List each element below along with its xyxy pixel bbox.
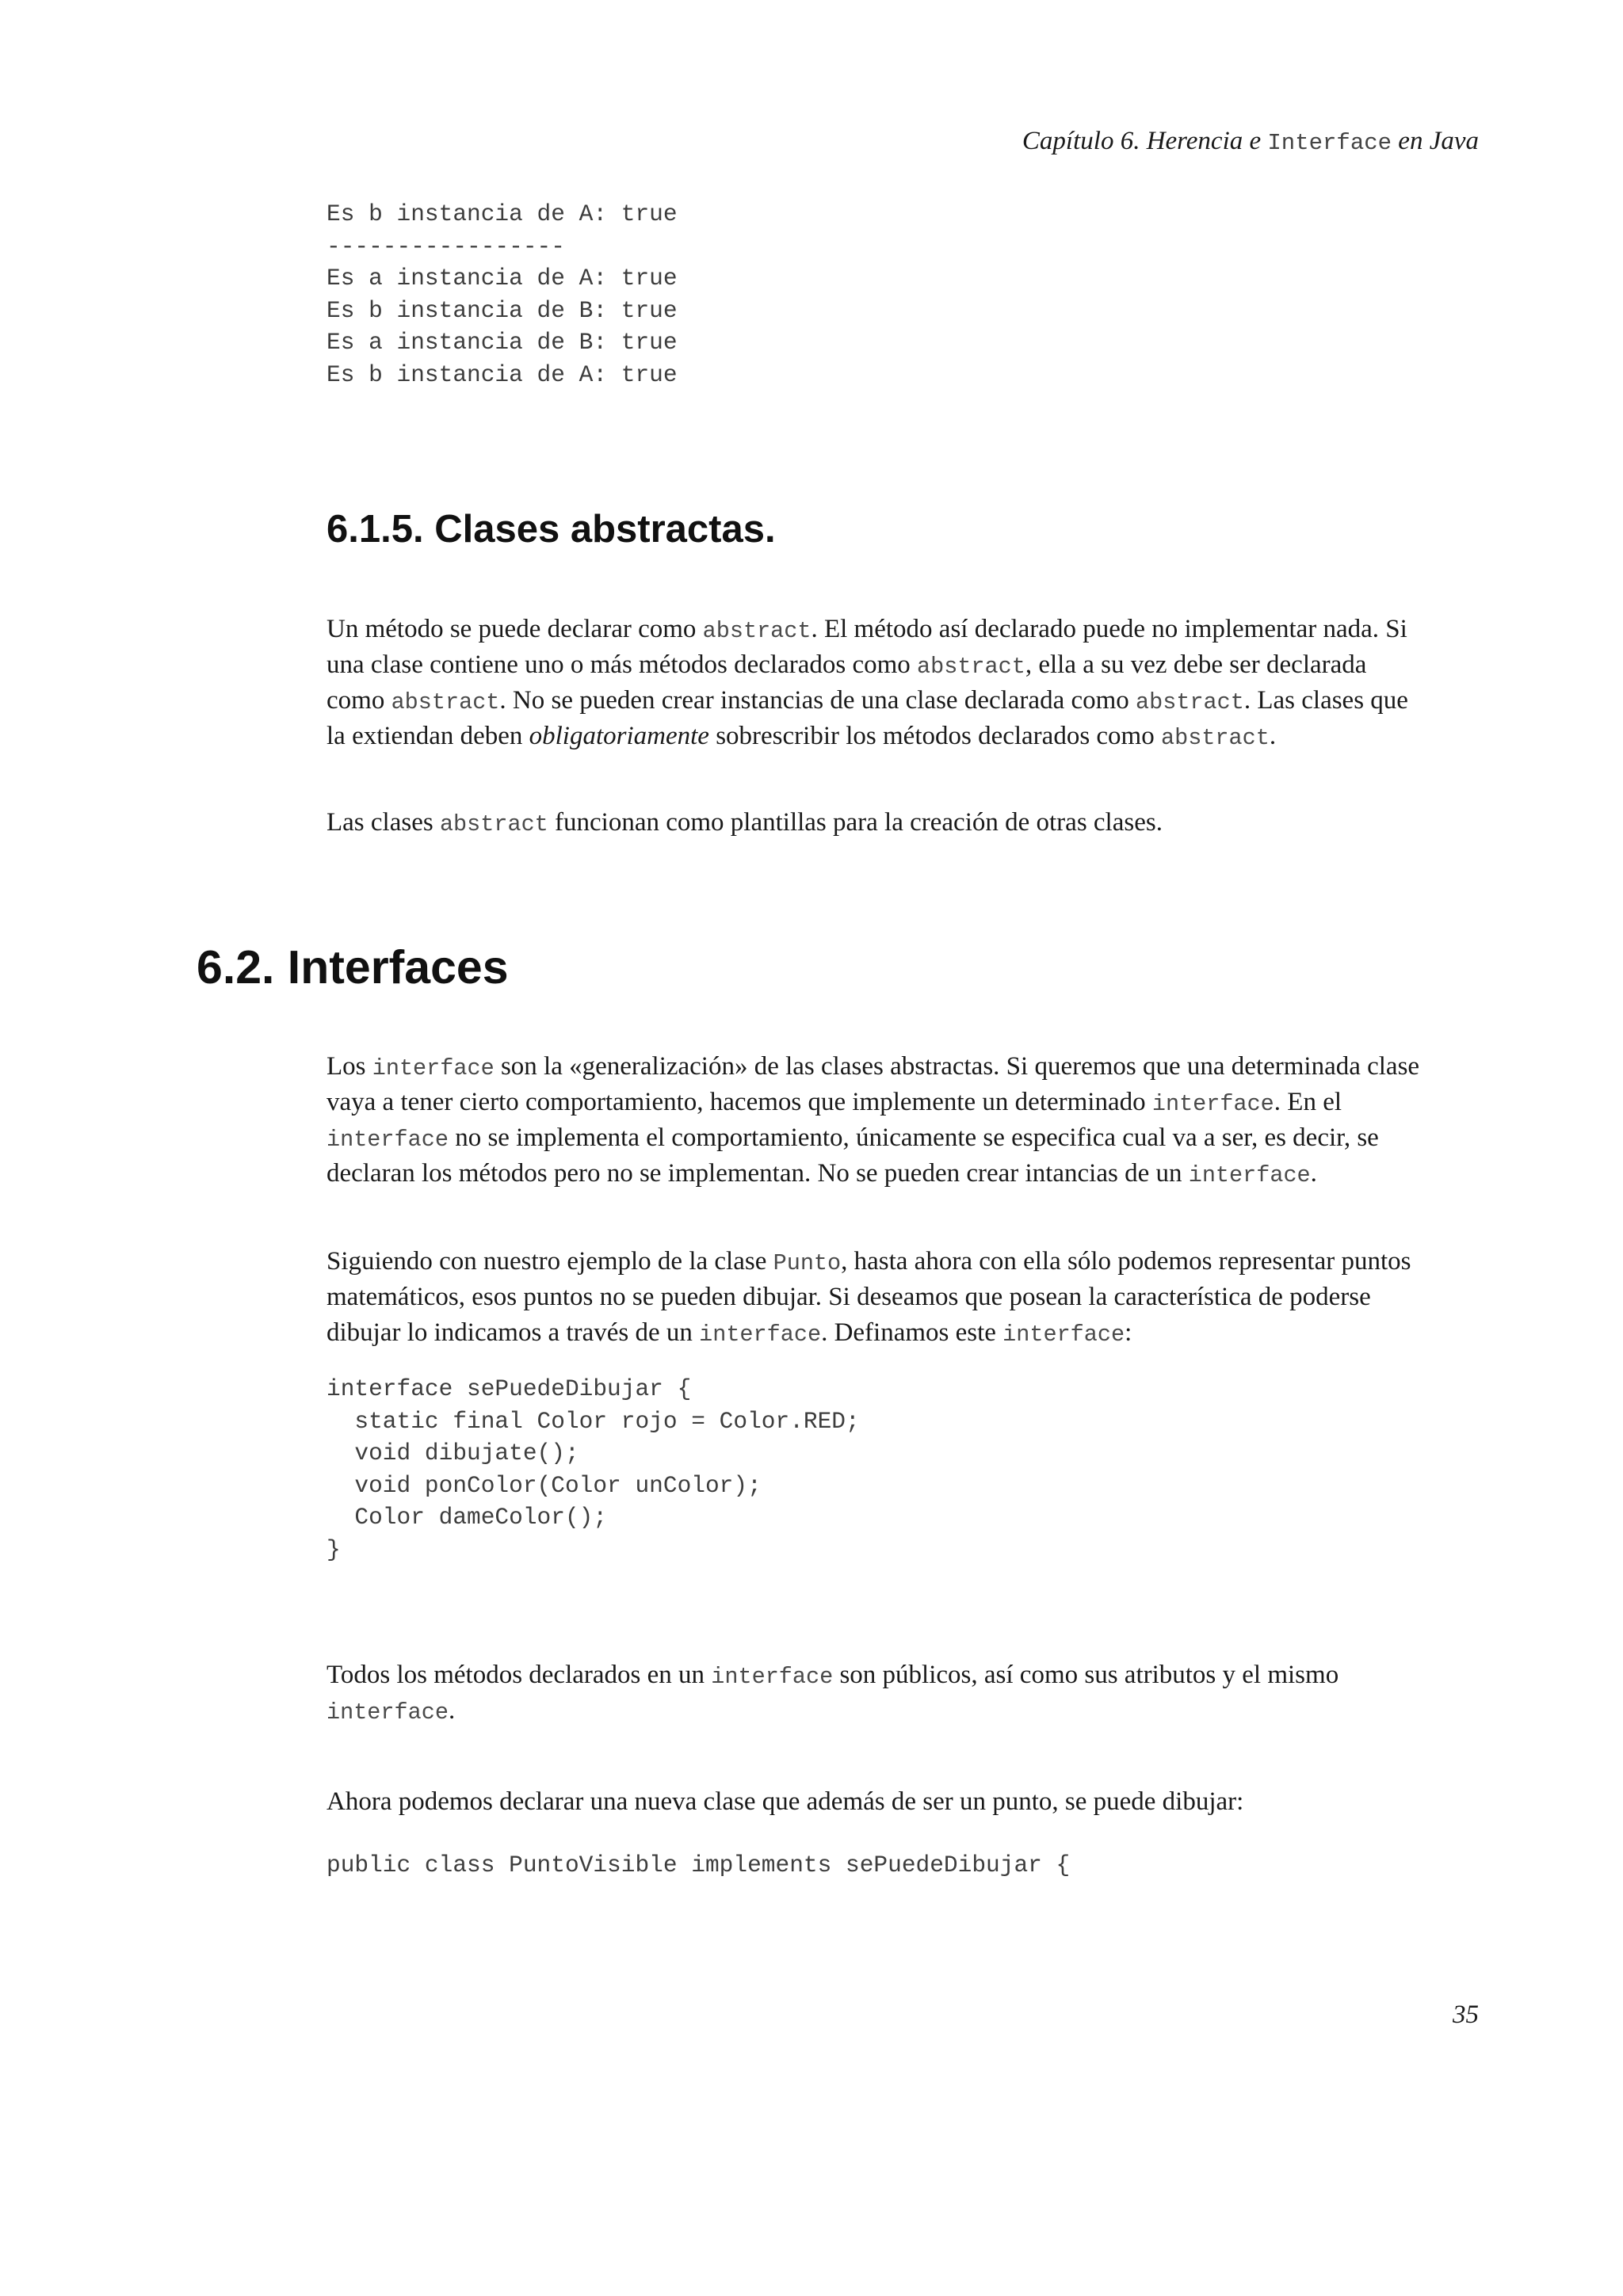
text: . No se pueden crear instancias de una clase declarada como xyxy=(499,686,1136,715)
header-suffix: en Java xyxy=(1392,127,1479,155)
inline-code: abstract xyxy=(391,689,500,715)
text: una clase contiene uno o más métodos declarados como xyxy=(327,650,918,679)
paragraph-interface-definition xyxy=(327,1049,1480,1192)
text: , hasta ahora con ella sólo podemos representar puntos xyxy=(841,1247,1411,1276)
code-line: Color dameColor(); xyxy=(327,1504,608,1531)
text: Todos los métodos declarados en un xyxy=(327,1661,712,1689)
text: . Definamos este xyxy=(821,1318,1003,1347)
text: . xyxy=(1310,1159,1317,1188)
text: son públicos, así como sus atributos y el mismo xyxy=(833,1661,1339,1689)
output-line: Es b instancia de B: true xyxy=(327,296,678,324)
paragraph-abstract-templates xyxy=(327,805,1480,841)
text: funcionan como plantillas para la creación de otras clases. xyxy=(548,808,1163,837)
inline-code: interface xyxy=(1151,1091,1274,1117)
text: Un método se puede declarar como xyxy=(327,615,703,643)
paragraph-new-class xyxy=(327,1784,1480,1820)
emphasis-text: obligatoriamente xyxy=(529,722,709,750)
code-line: void ponColor(Color unColor); xyxy=(327,1471,762,1499)
text: son la «generalización» de las clases abstractas. Si queremos que una determinada clase xyxy=(494,1052,1420,1081)
text: declaran los métodos pero no se implementan. No se pueden crear intancias de un xyxy=(327,1159,1189,1188)
inline-code: abstract xyxy=(1136,689,1244,715)
inline-code: Punto xyxy=(773,1250,842,1276)
inline-code: interface xyxy=(327,1127,449,1153)
text: . xyxy=(1269,722,1277,750)
inline-code: abstract xyxy=(702,618,812,644)
paragraph-public-methods xyxy=(327,1657,1480,1729)
text: Ahora podemos declarar una nueva clase que además de ser un punto, se puede dibujar: xyxy=(327,1787,1244,1816)
text: : xyxy=(1125,1318,1132,1347)
code-line: } xyxy=(327,1535,341,1563)
program-output-block xyxy=(327,198,678,391)
text: matemáticos, esos puntos no se pueden dibujar. Si deseamos que posean la característica de poderse xyxy=(327,1283,1371,1311)
text: . xyxy=(448,1696,456,1725)
text: Siguiendo con nuestro ejemplo de la clase xyxy=(327,1247,773,1276)
inline-code: abstract xyxy=(1160,725,1270,751)
paragraph-punto-example xyxy=(327,1244,1480,1351)
code-line: static final Color rojo = Color.RED; xyxy=(327,1407,860,1435)
text: . El método así declarado puede no implementar nada. Si xyxy=(811,615,1407,643)
inline-code: interface xyxy=(699,1322,822,1348)
running-header xyxy=(1022,127,1479,156)
section-heading-interfaces: 6.2. Interfaces xyxy=(197,941,509,994)
inline-code: interface xyxy=(372,1055,495,1081)
inline-code: interface xyxy=(327,1699,449,1726)
text: , ella a su vez debe ser declarada xyxy=(1025,650,1367,679)
text: la extiendan deben xyxy=(327,722,529,750)
text: sobrescribir los métodos declarados como xyxy=(708,722,1161,750)
code-line: void dibujate(); xyxy=(327,1440,579,1466)
text: como xyxy=(327,686,391,715)
text: . Las clases que xyxy=(1243,686,1408,715)
inline-code: abstract xyxy=(439,811,548,837)
output-line: Es a instancia de A: true xyxy=(327,265,678,292)
interface-code-listing xyxy=(327,1373,860,1566)
page-number: 35 xyxy=(1453,2000,1479,2029)
text: dibujar lo indicamos a través de un xyxy=(327,1318,700,1347)
output-separator: ----------------- xyxy=(327,232,565,260)
text: Los xyxy=(327,1052,372,1081)
text: no se implementa el comportamiento, únicamente se especifica cual va a ser, es decir, se xyxy=(448,1123,1379,1152)
header-code: Interface xyxy=(1267,130,1392,156)
code-line: public class PuntoVisible implements sePuedeDibujar { xyxy=(327,1852,1071,1878)
text: vaya a tener cierto comportamiento, hacemos que implemente un determinado xyxy=(327,1088,1152,1116)
header-prefix: Capítulo 6. Herencia e xyxy=(1022,127,1268,155)
class-code-listing xyxy=(327,1849,1070,1882)
inline-code: interface xyxy=(711,1664,834,1690)
output-line: Es b instancia de A: true xyxy=(327,200,678,227)
inline-code: interface xyxy=(1002,1322,1125,1348)
text: Las clases xyxy=(327,808,440,837)
output-line: Es b instancia de A: true xyxy=(327,360,678,388)
inline-code: abstract xyxy=(917,654,1025,680)
section-heading-clases-abstractas: 6.1.5. Clases abstractas. xyxy=(327,508,776,551)
text: . En el xyxy=(1274,1088,1342,1116)
code-line: interface sePuedeDibujar { xyxy=(327,1375,692,1402)
paragraph-abstract-methods xyxy=(327,612,1480,754)
output-line: Es a instancia de B: true xyxy=(327,329,678,356)
inline-code: interface xyxy=(1188,1162,1311,1188)
